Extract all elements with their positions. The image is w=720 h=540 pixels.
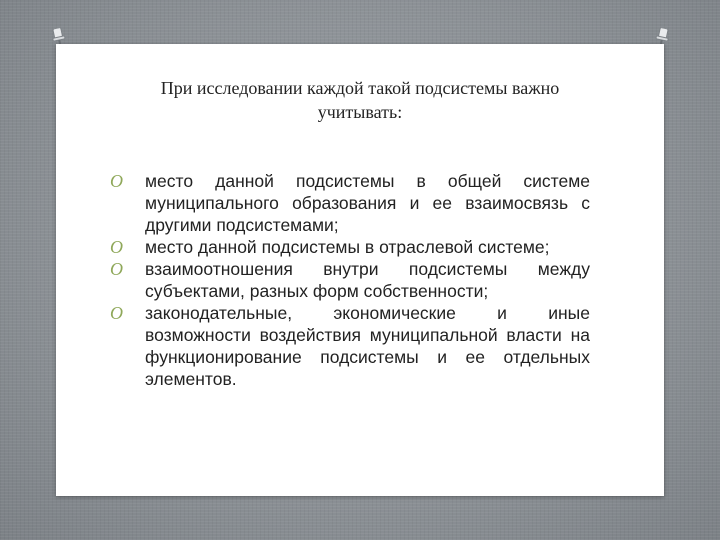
- bullet-text: законодательные, экономические и иные возможности воздействия муниципальной власти на функционирование подсистемы и ее отдельных элементов.: [145, 303, 590, 389]
- bullet-item: [110, 302, 590, 390]
- bullet-item: [110, 258, 590, 302]
- slide-title: [60, 76, 660, 124]
- bullet-list: [110, 170, 590, 390]
- bullet-text: взаимоотношения внутри подсистемы между субъектами, разных форм собственности;: [145, 259, 590, 301]
- bullet-item: [110, 170, 590, 236]
- bullet-marker-icon: O: [110, 171, 123, 191]
- bullet-marker-icon: O: [110, 259, 123, 279]
- bullet-item: [110, 236, 590, 258]
- bullet-text: место данной подсистемы в отраслевой системе;: [145, 237, 550, 257]
- slide-title-line-2: учитывать:: [317, 102, 403, 122]
- bullet-text: место данной подсистемы в общей системе муниципального образования и ее взаимосвязь с другими подсистемами;: [145, 171, 590, 235]
- bullet-marker-icon: O: [110, 237, 123, 257]
- slide-title-line-1: При исследовании каждой такой подсистемы важно: [160, 78, 560, 98]
- bullet-marker-icon: O: [110, 303, 123, 323]
